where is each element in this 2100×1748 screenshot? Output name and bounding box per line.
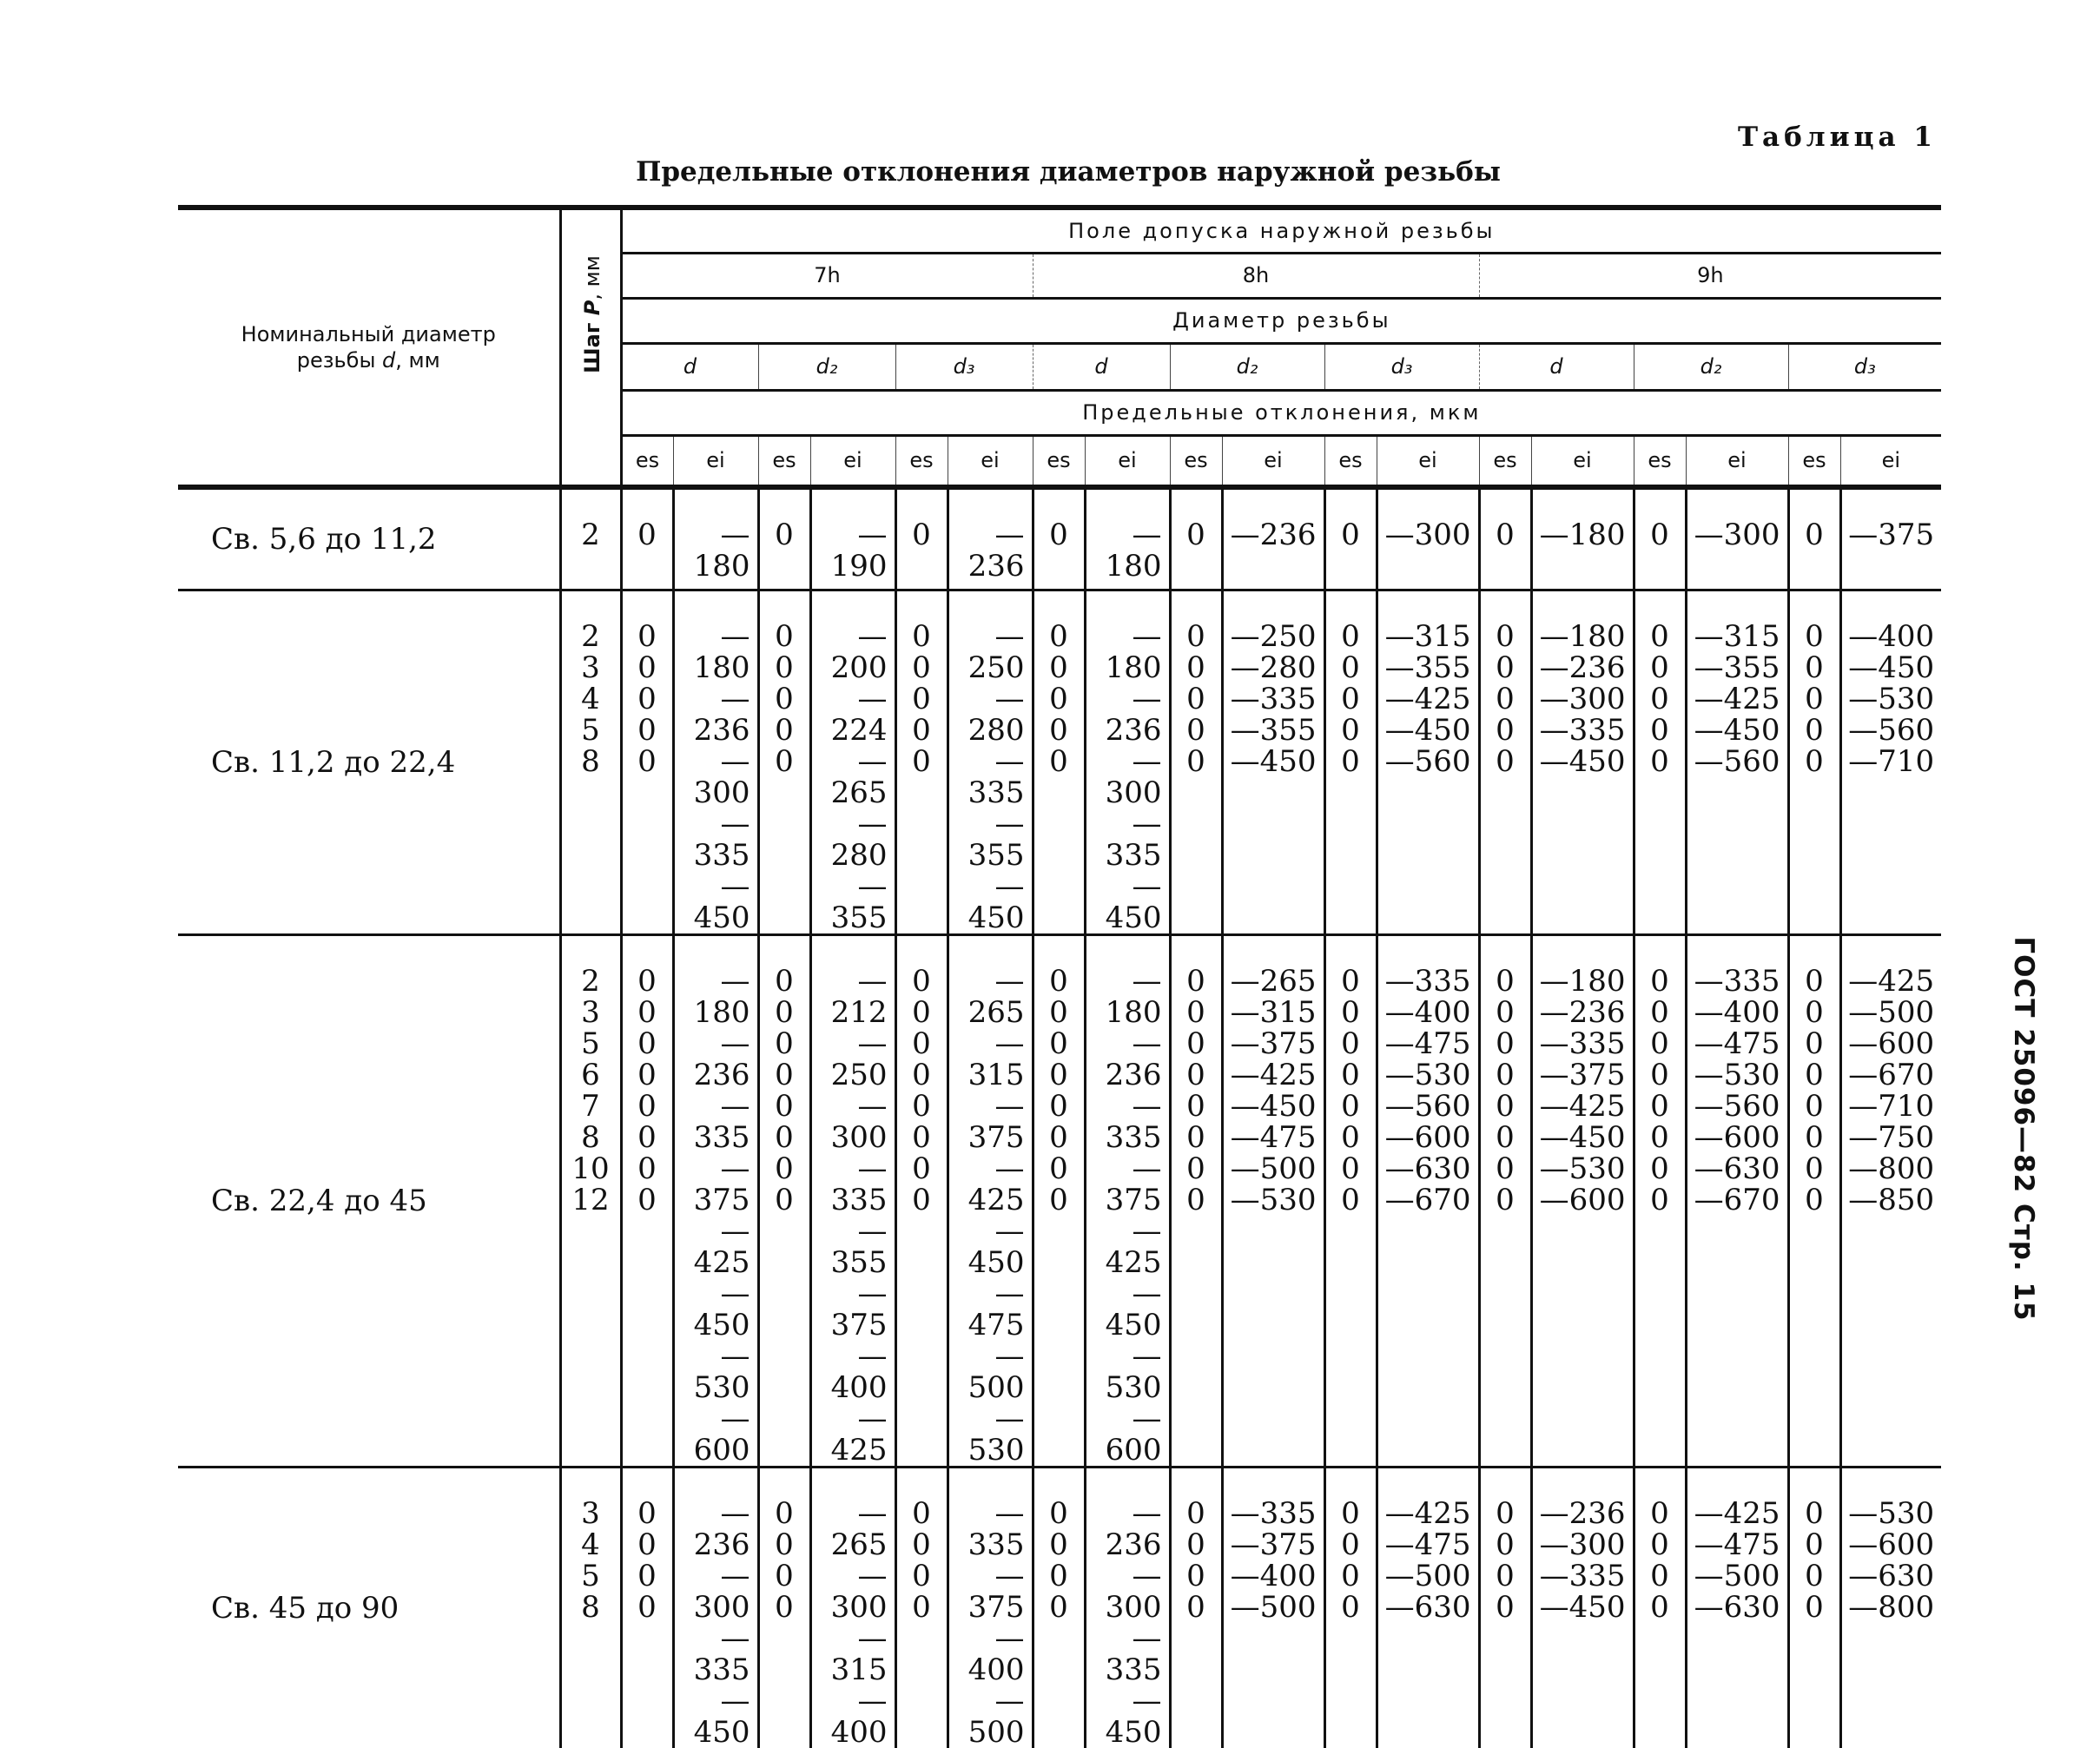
ei-header: ei (948, 435, 1033, 487)
ei-header: ei (673, 435, 758, 487)
es-cell: 0 0 0 0 0 0 0 0 (1479, 936, 1531, 1468)
es-header: es (1324, 435, 1377, 487)
es-cell: 0 0 0 0 0 0 0 0 (758, 936, 810, 1468)
ei-cell: —180 (1531, 487, 1634, 590)
es-cell: 0 0 0 0 0 (758, 591, 810, 935)
deviations-header: Предельные отклонения, мкм (621, 390, 1941, 435)
pitch-cell: 3 4 5 8 (560, 1468, 621, 1748)
ei-header: ei (1840, 435, 1941, 487)
es-cell: 0 0 0 0 (1634, 1468, 1686, 1748)
es-header: es (1170, 435, 1222, 487)
field-7h: 7h (621, 253, 1033, 298)
ei-header: ei (1222, 435, 1324, 487)
ei-cell: —425 —475 —500 —630 (1377, 1468, 1479, 1748)
es-cell: 0 (1479, 487, 1531, 590)
field-8h: 8h (1033, 253, 1479, 298)
diameter-d3-7h: d₃ (895, 343, 1033, 390)
diameter-d-7h: d (621, 343, 758, 390)
nominal-diameter-cell: Св. 22,4 до 45 (211, 1183, 427, 1218)
ei-cell: —236 —300 —335 —450 (1531, 1468, 1634, 1748)
es-cell: 0 (621, 487, 673, 590)
ei-cell: —300 (1686, 487, 1788, 590)
ei-cell: —315 —355 —425 —450 —560 (1377, 591, 1479, 935)
pitch-cell: 2 (560, 487, 621, 590)
es-cell: 0 0 0 0 (1479, 1468, 1531, 1748)
es-cell: 0 0 0 0 0 (1634, 591, 1686, 935)
es-header: es (758, 435, 810, 487)
diameter-d2-7h: d₂ (758, 343, 895, 390)
es-cell: 0 0 0 0 (1324, 1468, 1377, 1748)
es-cell: 0 0 0 0 0 (1170, 591, 1222, 935)
ei-cell: —300 (1377, 487, 1479, 590)
table-row (178, 936, 1941, 1468)
es-header: es (1033, 435, 1085, 487)
es-cell: 0 0 0 0 0 (1324, 591, 1377, 935)
diameter-d2-8h: d₂ (1170, 343, 1324, 390)
ei-cell: —180 —236 —300 —335 —450 (1085, 591, 1170, 935)
ei-cell: —425 —475 —500 —630 (1686, 1468, 1788, 1748)
field-9h: 9h (1479, 253, 1941, 298)
ei-cell: —530 —600 —630 —800 (1840, 1468, 1941, 1748)
es-cell: 0 0 0 0 0 (895, 591, 948, 935)
ei-header: ei (1531, 435, 1634, 487)
ei-cell: —335 —400 —475 —530 —560 —600 —630 —670 (1686, 936, 1788, 1468)
ei-cell: —180 —236 —335 —375 —425 —450 —530 —600 (673, 936, 758, 1468)
es-cell: 0 0 0 0 0 (1788, 591, 1840, 935)
ei-cell: —425 —500 —600 —670 —710 —750 —800 —850 (1840, 936, 1941, 1468)
es-header: es (1479, 435, 1531, 487)
ei-cell: —236 —300 —335 —450 (1085, 1468, 1170, 1748)
diameter-d-8h: d (1033, 343, 1170, 390)
es-cell: 0 (1033, 487, 1085, 590)
table-title: Предельные отклонения диаметров наружной резьбы (636, 156, 1501, 188)
es-cell: 0 (1170, 487, 1222, 590)
ei-cell: —335 —400 —475 —530 —560 —600 —630 —670 (1377, 936, 1479, 1468)
es-header: es (1634, 435, 1686, 487)
ei-cell: —250 —280 —335 —355 —450 (948, 591, 1033, 935)
es-cell: 0 0 0 0 0 0 0 0 (1324, 936, 1377, 1468)
es-header: es (621, 435, 673, 487)
es-cell: 0 (758, 487, 810, 590)
tolerance-field-header: Поле допуска наружной резьбы (621, 208, 1941, 253)
diameter-d-9h: d (1479, 343, 1634, 390)
ei-header: ei (1686, 435, 1788, 487)
pitch-cell: 2 3 4 5 8 (560, 591, 621, 935)
table-row (178, 591, 1941, 935)
ei-cell: —180 (1085, 487, 1170, 590)
ei-cell: —180 (673, 487, 758, 590)
table-row (178, 1468, 1941, 1748)
es-cell: 0 0 0 0 0 0 0 0 (895, 936, 948, 1468)
es-cell: 0 0 0 0 (1033, 1468, 1085, 1748)
ei-cell: —250 —280 —335 —355 —450 (1222, 591, 1324, 935)
es-cell: 0 0 0 0 0 0 0 0 (621, 936, 673, 1468)
ei-cell: —265 —315 —375 —425 —450 —475 —500 —530 (1222, 936, 1324, 1468)
pitch-header: Шаг P, мм (560, 208, 621, 487)
es-cell: 0 (895, 487, 948, 590)
ei-cell: —190 (810, 487, 895, 590)
diameter-d3-8h: d₃ (1324, 343, 1479, 390)
ei-cell: —375 (1840, 487, 1941, 590)
nominal-diameter-cell: Св. 45 до 90 (211, 1590, 400, 1626)
ei-cell: —236 (948, 487, 1033, 590)
diameter-d3-9h: d₃ (1788, 343, 1941, 390)
es-cell: 0 0 0 0 (621, 1468, 673, 1748)
ei-cell: —180 —236 —335 —375 —425 —450 —530 —600 (1531, 936, 1634, 1468)
ei-cell: —236 (1222, 487, 1324, 590)
thread-diameter-header: Диаметр резьбы (621, 298, 1941, 343)
ei-cell: —200 —224 —265 —280 —355 (810, 591, 895, 935)
es-cell: 0 0 0 0 0 (1479, 591, 1531, 935)
nominal-diameter-header: Номинальный диаметр резьбы d, мм (178, 208, 560, 487)
ei-cell: —400 —450 —530 —560 —710 (1840, 591, 1941, 935)
ei-header: ei (1085, 435, 1170, 487)
ei-cell: —265 —315 —375 —425 —450 —475 —500 —530 (948, 936, 1033, 1468)
es-cell: 0 0 0 0 0 (621, 591, 673, 935)
ei-header: ei (810, 435, 895, 487)
es-cell: 0 0 0 0 0 0 0 0 (1170, 936, 1222, 1468)
es-cell: 0 (1324, 487, 1377, 590)
ei-cell: —265 —300 —315 —400 (810, 1468, 895, 1748)
ei-cell: —335 —375 —400 —500 (1222, 1468, 1324, 1748)
ei-cell: —212 —250 —300 —335 —355 —375 —400 —425 (810, 936, 895, 1468)
table-row (178, 487, 1941, 590)
diameter-d2-9h: d₂ (1634, 343, 1788, 390)
es-header: es (895, 435, 948, 487)
ei-cell: —180 —236 —300 —335 —450 (673, 591, 758, 935)
es-cell: 0 0 0 0 (895, 1468, 948, 1748)
es-cell: 0 (1634, 487, 1686, 590)
side-page-note: ГОСТ 25096—82 Стр. 15 (2008, 936, 2039, 1322)
es-header: es (1788, 435, 1840, 487)
table-number: Таблица 1 (1737, 122, 1937, 153)
nominal-diameter-cell: Св. 5,6 до 11,2 (211, 521, 437, 557)
es-cell: 0 0 0 0 (758, 1468, 810, 1748)
es-cell: 0 0 0 0 0 (1033, 591, 1085, 935)
ei-cell: —315 —355 —425 —450 —560 (1686, 591, 1788, 935)
ei-header: ei (1377, 435, 1479, 487)
ei-cell: —236 —300 —335 —450 (673, 1468, 758, 1748)
ei-cell: —180 —236 —335 —375 —425 —450 —530 —600 (1085, 936, 1170, 1468)
pitch-cell: 2 3 5 6 7 8 10 12 (560, 936, 621, 1468)
deviations-table (178, 205, 1941, 1748)
es-cell: 0 0 0 0 0 0 0 0 (1788, 936, 1840, 1468)
es-cell: 0 0 0 0 0 0 0 0 (1033, 936, 1085, 1468)
es-cell: 0 0 0 0 0 0 0 0 (1634, 936, 1686, 1468)
ei-cell: —335 —375 —400 —500 (948, 1468, 1033, 1748)
es-cell: 0 0 0 0 (1788, 1468, 1840, 1748)
es-cell: 0 0 0 0 (1170, 1468, 1222, 1748)
es-cell: 0 (1788, 487, 1840, 590)
ei-cell: —180 —236 —300 —335 —450 (1531, 591, 1634, 935)
nominal-diameter-cell: Св. 11,2 до 22,4 (211, 744, 456, 780)
